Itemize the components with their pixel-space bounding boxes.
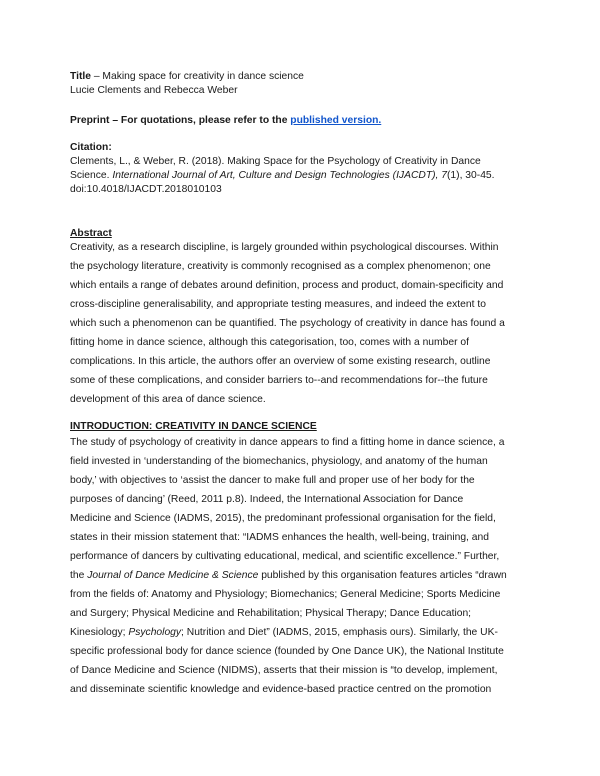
intro-text: published by this organisation features articles “drawn — [258, 570, 507, 581]
intro-line: of Dance Medicine and Science (NIDMS), asserts that their mission is “to develop, implement, — [70, 665, 498, 676]
intro-line: The study of psychology of creativity in dance appears to find a fitting home in dance science, a — [70, 437, 505, 448]
abstract-line: cross-discipline generalisability, and appropriate testing measures, and indeed the extent to — [70, 299, 486, 310]
intro-italic: Psychology — [128, 627, 182, 638]
title-line — [70, 70, 304, 83]
published-version-link[interactable]: published version. — [290, 115, 382, 126]
abstract-line: which entails a range of debates around definition, process and product, domain-specificity and — [70, 280, 504, 291]
citation-text: Science. — [70, 170, 113, 181]
intro-line: and disseminate scientific knowledge and evidence-based practice centred on the promotion — [70, 684, 492, 695]
intro-line: from the fields of: Anatomy and Physiology; Biomechanics; General Medicine; Sports Medicine — [70, 589, 501, 600]
citation-line: Clements, L., & Weber, R. (2018). Making Space for the Psychology of Creativity in Dance — [70, 156, 481, 167]
intro-line: specific professional body for dance science (founded by One Dance UK), the National Institute — [70, 646, 504, 657]
intro-line: and Surgery; Physical Medicine and Rehabilitation; Physical Therapy; Dance Education; — [70, 608, 472, 619]
authors: Lucie Clements and Rebecca Weber — [70, 85, 238, 96]
abstract-line: which such a phenomenon can be quantified. The psychology of creativity in dance has found a — [70, 318, 505, 329]
intro-text: ; Nutrition and Diet” (IADMS, 2015, emphasis ours). Similarly, the UK- — [181, 627, 498, 638]
intro-line — [70, 626, 498, 639]
abstract-line: some of these complications, and consider barriers to--and recommendations for--the future — [70, 375, 488, 386]
citation-line — [70, 169, 495, 182]
intro-line: field invested in ‘understanding of the biomechanics, physiology, and anatomy of the human — [70, 456, 488, 467]
citation-text: (1), 30-45. — [447, 170, 495, 181]
abstract-line: complications. In this article, the authors offer an overview of some existing research, outline — [70, 356, 491, 367]
intro-line: Medicine and Science (IADMS, 2015), the predominant professional organisation for the field, — [70, 513, 496, 524]
section-heading: INTRODUCTION: CREATIVITY IN DANCE SCIENCE — [70, 421, 317, 432]
intro-line: states in their mission statement that: “IADMS enhances the health, well-being, training, and — [70, 532, 489, 543]
intro-journal: Journal of Dance Medicine & Science — [87, 570, 259, 581]
abstract-heading: Abstract — [70, 228, 112, 239]
intro-text: Kinesiology; — [70, 627, 129, 638]
abstract-line: the psychology literature, creativity is commonly recognised as a complex phenomenon; one — [70, 261, 491, 272]
intro-line: body,’ with objectives to ‘assist the dancer to make full and proper use of her body for the — [70, 475, 475, 486]
intro-text: the — [70, 570, 88, 581]
title-label: Title — [70, 71, 91, 82]
intro-line: performance of dancers by cultivating educational, medical, and scientific excellence.” Further, — [70, 551, 500, 562]
citation-journal: International Journal of Art, Culture and Design Technologies (IJACDT), 7 — [112, 170, 447, 181]
abstract-line: development of this area of dance science. — [70, 394, 266, 405]
abstract-line: Creativity, as a research discipline, is largely grounded within psychological discourses. Within — [70, 242, 499, 253]
preprint-notice — [70, 114, 381, 127]
intro-line: purposes of dancing’ (Reed, 2011 p.8). Indeed, the International Association for Dance — [70, 494, 464, 505]
intro-line — [70, 569, 507, 582]
preprint-text: Preprint – For quotations, please refer to the — [70, 115, 291, 126]
citation-heading: Citation: — [70, 142, 112, 153]
abstract-line: fitting home in dance science, although this categorisation, too, comes with a number of — [70, 337, 469, 348]
citation-doi: doi:10.4018/IJACDT.2018010103 — [70, 184, 222, 195]
title-text: – Making space for creativity in dance science — [90, 71, 304, 82]
